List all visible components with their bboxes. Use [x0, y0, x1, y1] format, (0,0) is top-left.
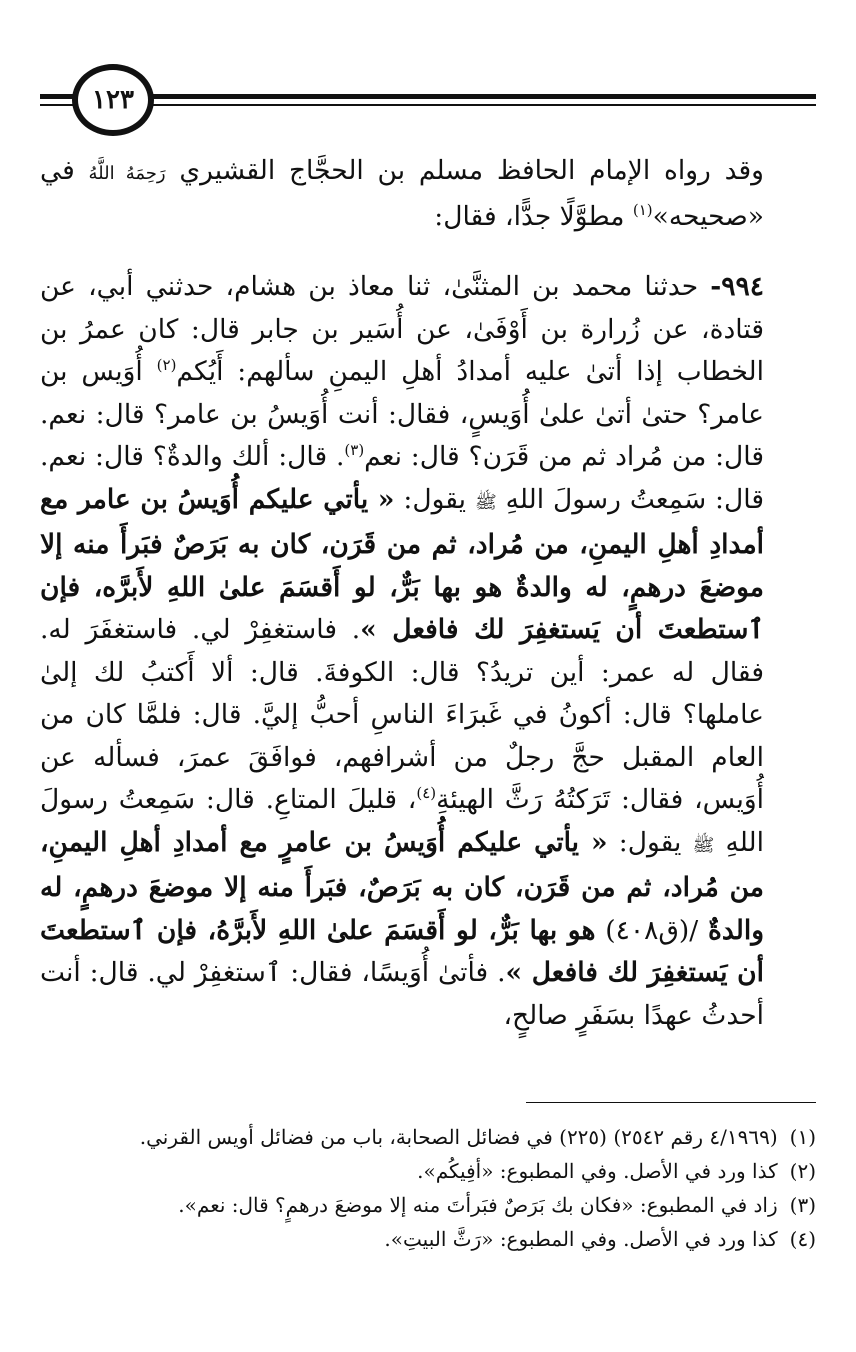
main-text: [40, 150, 816, 1037]
footnote-text: كذا ورد في الأصل. وفي المطبوع: «رَثَّ البيتِ».: [384, 1227, 778, 1251]
hadith-text: . قال: ألك والدةٌ؟ قال: نعم. قال: سَمِعتُ رسولَ اللهِ: [40, 441, 764, 515]
footnote-number: (١): [789, 1125, 816, 1149]
footnote-text: (٤/١٩٦٩ رقم ٢٥٤٢) (٢٢٥) في فضائل الصحابة، باب من فضائل أويس القرني.: [139, 1125, 778, 1149]
hadith-text: أُوَيس بن عامر؟ حتىٰ أتىٰ علىٰ أُوَيسٍ، فقال: أنت أُوَيسُ بن عامر؟ قال: نعم. قال: من مُراد ثم من قَرَن؟ قال: نعم: [40, 356, 764, 472]
intro-text-3: مطوَّلًا جدًّا، فقال:: [434, 200, 625, 232]
intro-text-2: في «صحيحه»: [40, 155, 764, 232]
footnote-ref-2[interactable]: (٢): [156, 356, 177, 375]
header-rule-thick: [40, 94, 816, 99]
footnote-separator: [526, 1102, 816, 1103]
footnote-ref-3[interactable]: (٣): [344, 441, 365, 460]
manuscript-folio-marker: /(ق٤٠٨): [605, 914, 699, 946]
footnote-number: (٣): [789, 1193, 816, 1217]
hadith-text: . فأتىٰ أُوَيسًا، فقال: ٱستغفِرْ لي. قال: أنت أحدثُ عهدًا بسَفَرٍ صالحٍ،: [40, 957, 764, 1031]
footnotes: [40, 1120, 816, 1256]
footnote-ref-1[interactable]: (١): [632, 200, 653, 219]
footnote-text: زاد في المطبوع: «فكان بك بَرَصٌ فبَرأتَ منه إلا موضعَ درهمٍ؟ قال: نعم».: [178, 1193, 778, 1217]
salawat-mark: ﷺ: [474, 491, 497, 513]
salawat-mark: ﷺ: [692, 834, 715, 856]
hadith-text: . فاستغفِرْ لي. فاستغفَرَ له. فقال له عمر: أين تريدُ؟ قال: الكوفةَ. قال: ألا أَكتبُ لك إلىٰ عاملها؟ قال: أكونُ في غَبرَاءَ الناسِ أحبُّ إليَّ. قال: فلمَّا كان من العام المقبل حجَّ رجلٌ من أشرافهم، فوافَقَ عمرَ، فسأله عن أُوَيس، فقال: تَرَكتُهُ رَثَّ الهيئةِ: [40, 614, 764, 815]
prophetic-quote: هو بها بَرٌّ، لو أَقسَمَ علىٰ اللهِ لأَبرَّهُ، فإن ٱستطعتَ أن يَستغفِرَ لك فافعل »: [40, 914, 764, 988]
footnote-item: [40, 1222, 816, 1256]
footnote-text: كذا ورد في الأصل. وفي المطبوع: «أفِيكُم».: [417, 1159, 778, 1183]
hadith-text: يقول:: [403, 483, 467, 515]
footnote-number: (٢): [789, 1159, 816, 1183]
footnote-item: [40, 1188, 816, 1222]
footnote-item: [40, 1120, 816, 1154]
hadith-text: حدثنا محمد بن المثنَّىٰ، ثنا معاذ بن هشام، حدثني أبي، عن قتادة، عن زُرارة بن أَوْفَىٰ، عن أُسَير بن جابر قال: كان عمرُ بن الخطاب إذا أتىٰ عليه أمدادُ أهلِ اليمنِ سألهم: أَيُكم: [40, 271, 764, 387]
intro-text: وقد رواه الإمام الحافظ مسلم بن الحجَّاج القشيري: [179, 155, 764, 186]
header-rule-thin: [40, 104, 816, 106]
prophetic-quote: « يأتي عليكم أُوَيسُ بن عامرٍ مع أمدادِ أهلِ اليمنِ، من مُراد، ثم من قَرَن، كان به بَرَصٌ، فبَرأَ منه إلا موضعَ درهمٍ، له والدةٌ: [40, 826, 764, 946]
page-number: ١٢٣: [72, 64, 154, 136]
footnote-item: [40, 1154, 816, 1188]
hadith-paragraph: [40, 266, 816, 1037]
honorific-mark: رَحِمَهُ اللَّهُ: [88, 163, 166, 184]
footnote-ref-4[interactable]: (٤): [416, 784, 437, 803]
prophetic-quote: « يأتي عليكم أُوَيسُ بن عامر مع أمدادِ أهلِ اليمنِ، من مُراد، ثم من قَرَن، كان به بَرَصٌ فبَرأَ منه إلا موضعَ درهمٍ، له والدةٌ هو بها بَرٌّ، لو أَقسَمَ علىٰ اللهِ لأَبرَّه، فإن ٱستطعتَ أن يَستغفِرَ لك فافعل »: [40, 483, 765, 645]
hadith-text: ، قليلَ المتاعِ. قال: سَمِعتُ رسولَ اللهِ: [40, 784, 764, 858]
hadith-number: ٩٩٤-: [710, 271, 764, 302]
footnote-number: (٤): [789, 1227, 816, 1251]
intro-paragraph: [40, 150, 816, 238]
hadith-text: يقول:: [618, 826, 682, 858]
